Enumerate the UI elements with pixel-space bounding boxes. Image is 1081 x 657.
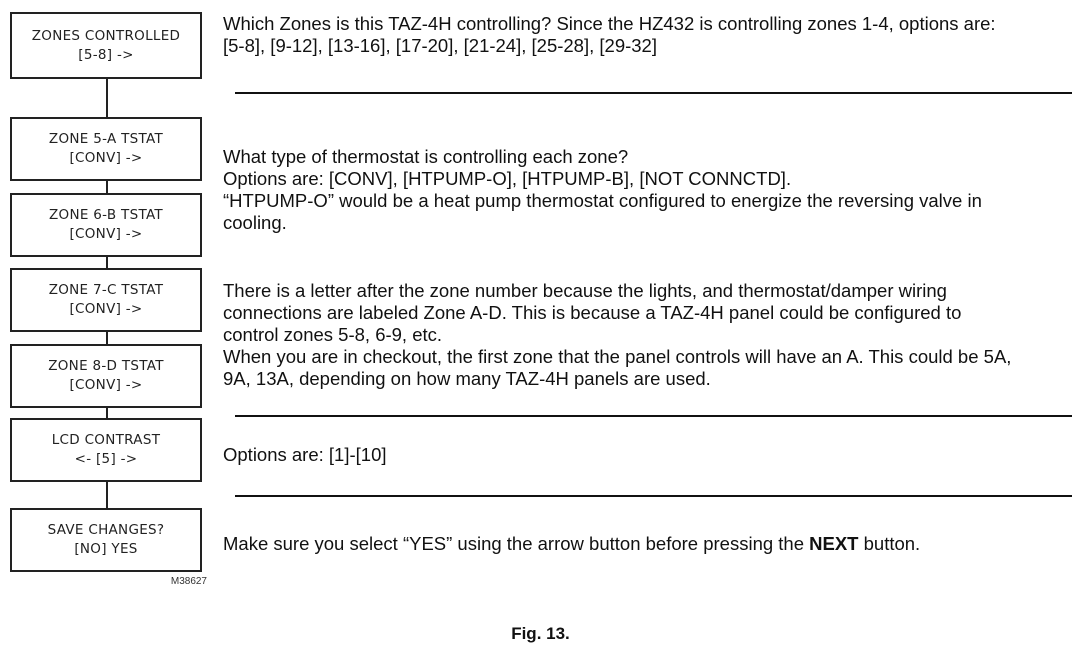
box-line2: [5-8] ->	[78, 46, 134, 63]
box-line1: ZONES CONTROLLED	[31, 27, 181, 44]
description-line	[223, 533, 920, 555]
box-line1: LCD CONTRAST	[51, 432, 161, 448]
save-text-after: button.	[858, 533, 921, 554]
divider	[235, 415, 1072, 417]
description-line: 9A, 13A, depending on how many TAZ-4H panels are used.	[223, 368, 711, 389]
description-line: [5-8], [9-12], [13-16], [17-20], [21-24], [25-28], [29-32]	[223, 35, 657, 56]
box-line1: ZONE 7-C TSTAT	[48, 282, 164, 298]
description-line: Options are: [1]-[10]	[223, 444, 387, 465]
description-line: There is a letter after the zone number because the lights, and thermostat/damper wiring	[223, 280, 947, 301]
description-line: What type of thermostat is controlling each zone?	[223, 146, 629, 167]
figure-caption: Fig. 13.	[511, 624, 570, 643]
box-line2: [NO] YES	[74, 541, 138, 557]
box-line1: ZONE 6-B TSTAT	[49, 207, 163, 223]
description-line: When you are in checkout, the first zone that the panel controls will have an A. This could be 5A,	[223, 346, 1012, 367]
save-description	[223, 533, 920, 555]
description-line: Options are: [CONV], [HTPUMP-O], [HTPUMP-B], [NOT CONNCTD].	[223, 168, 792, 189]
flow-connector	[106, 79, 108, 117]
tstat-description	[223, 146, 982, 234]
description-line: connections are labeled Zone A-D. This is because a TAZ-4H panel could be configured to	[223, 302, 962, 323]
box-line2: [CONV] ->	[69, 377, 143, 393]
box-line2: <- [5] ->	[74, 451, 138, 467]
flow-connector	[106, 408, 108, 418]
description-line: cooling.	[223, 212, 287, 233]
box-line2: [CONV] ->	[69, 226, 143, 242]
zone-6b-tstat-box	[10, 193, 202, 257]
box-line1: SAVE CHANGES?	[47, 522, 165, 538]
box-line2: [CONV] ->	[69, 150, 143, 166]
box-line2: [CONV] ->	[69, 301, 143, 317]
letters-description	[223, 280, 1011, 390]
description-line: control zones 5-8, 6-9, etc.	[223, 324, 443, 345]
flow-connector	[106, 257, 108, 268]
next-keyword: NEXT	[809, 533, 859, 554]
save-text-before: Make sure you select “YES” using the arrow button before pressing the	[223, 533, 810, 554]
flow-connector	[106, 181, 108, 193]
flow-connector	[106, 482, 108, 508]
description-line: “HTPUMP-O” would be a heat pump thermostat configured to energize the reversing valve in	[223, 190, 982, 211]
divider	[235, 495, 1072, 497]
zones-description	[223, 13, 996, 57]
divider	[235, 92, 1072, 94]
zone-7c-tstat-box	[10, 268, 202, 332]
description-line: Which Zones is this TAZ-4H controlling? Since the HZ432 is controlling zones 1-4, options are:	[223, 13, 996, 34]
zone-5a-tstat-box	[10, 117, 202, 181]
box-line1: ZONE 8-D TSTAT	[48, 358, 164, 374]
box-line1: ZONE 5-A TSTAT	[48, 131, 164, 147]
flow-connector	[106, 332, 108, 344]
lcd-contrast-box	[10, 418, 202, 482]
figure-code: M38627	[170, 576, 207, 587]
contrast-description	[223, 444, 387, 466]
zones-controlled-box	[10, 12, 202, 79]
zone-8d-tstat-box	[10, 344, 202, 408]
save-changes-box	[10, 508, 202, 572]
